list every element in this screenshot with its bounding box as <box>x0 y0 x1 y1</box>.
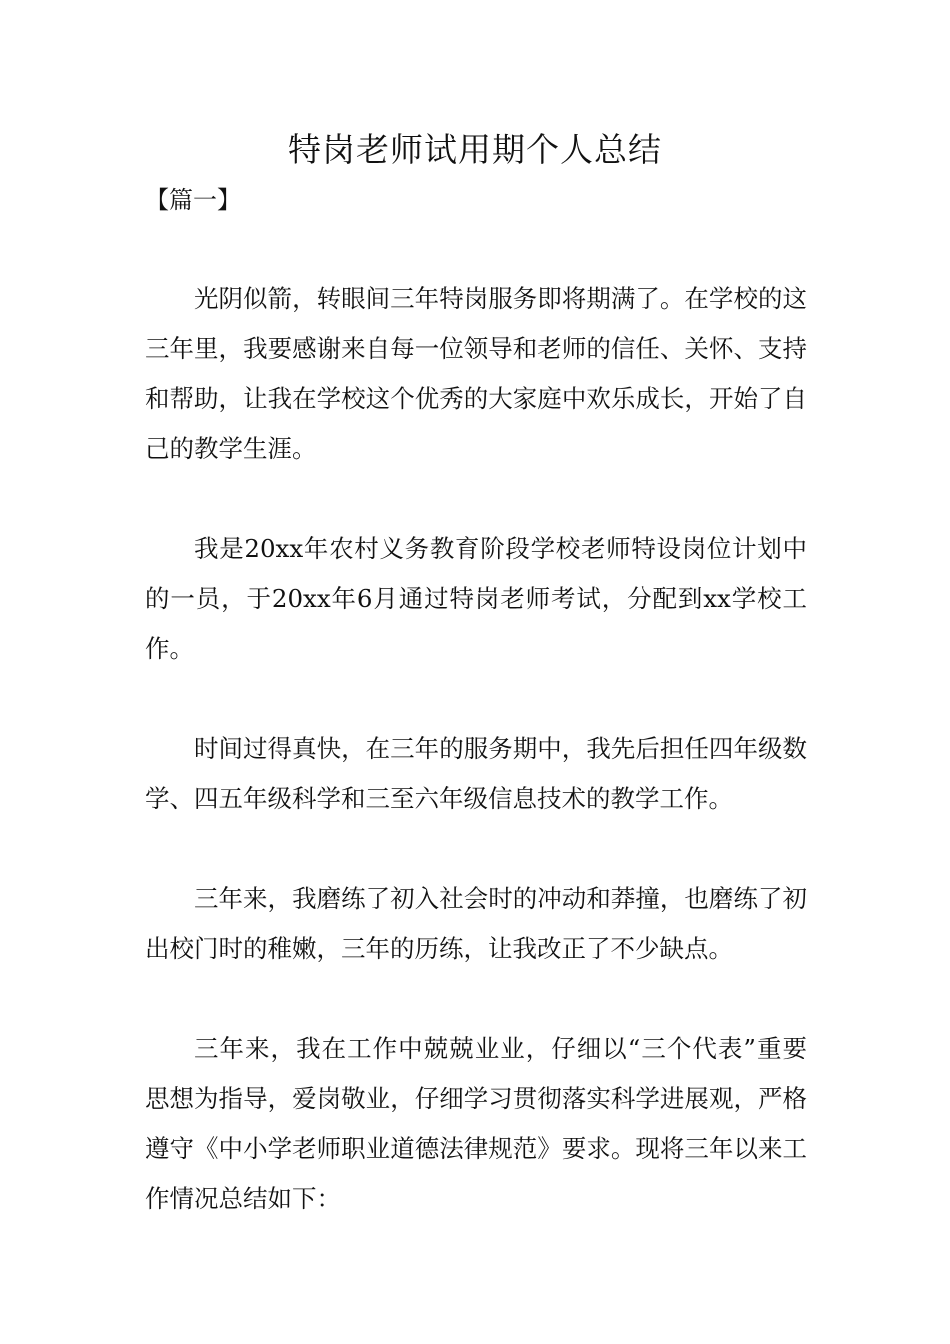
paragraph: 时间过得真快，在三年的服务期中，我先后担任四年级数学、四五年级科学和三至六年级信息技术的教学工作。 <box>145 734 807 813</box>
paragraph: 光阴似箭，转眼间三年特岗服务即将期满了。在学校的这三年里，我要感谢来自每一位领导和老师的信任、关怀、支持和帮助，让我在学校这个优秀的大家庭中欢乐成长，开始了自己的教学生涯。 <box>145 284 807 463</box>
section-label: 【篇一】 <box>145 186 241 214</box>
paragraph: 三年来，我在工作中兢兢业业，仔细以“三个代表”重要思想为指导，爱岗敬业，仔细学习贯彻落实科学进展观，严格遵守《中小学老师职业道德法律规范》要求。现将三年以来工作情况总结如下： <box>145 1034 807 1213</box>
paragraph: 三年来，我磨练了初入社会时的冲动和莽撞，也磨练了初出校门时的稚嫩，三年的历练，让我改正了不少缺点。 <box>145 884 807 963</box>
document-title: 特岗老师试用期个人总结 <box>288 130 662 169</box>
paragraph: 我是20xx年农村义务教育阶段学校老师特设岗位计划中的一员，于20xx年6月通过特岗老师考试，分配到xx学校工作。 <box>145 534 807 663</box>
